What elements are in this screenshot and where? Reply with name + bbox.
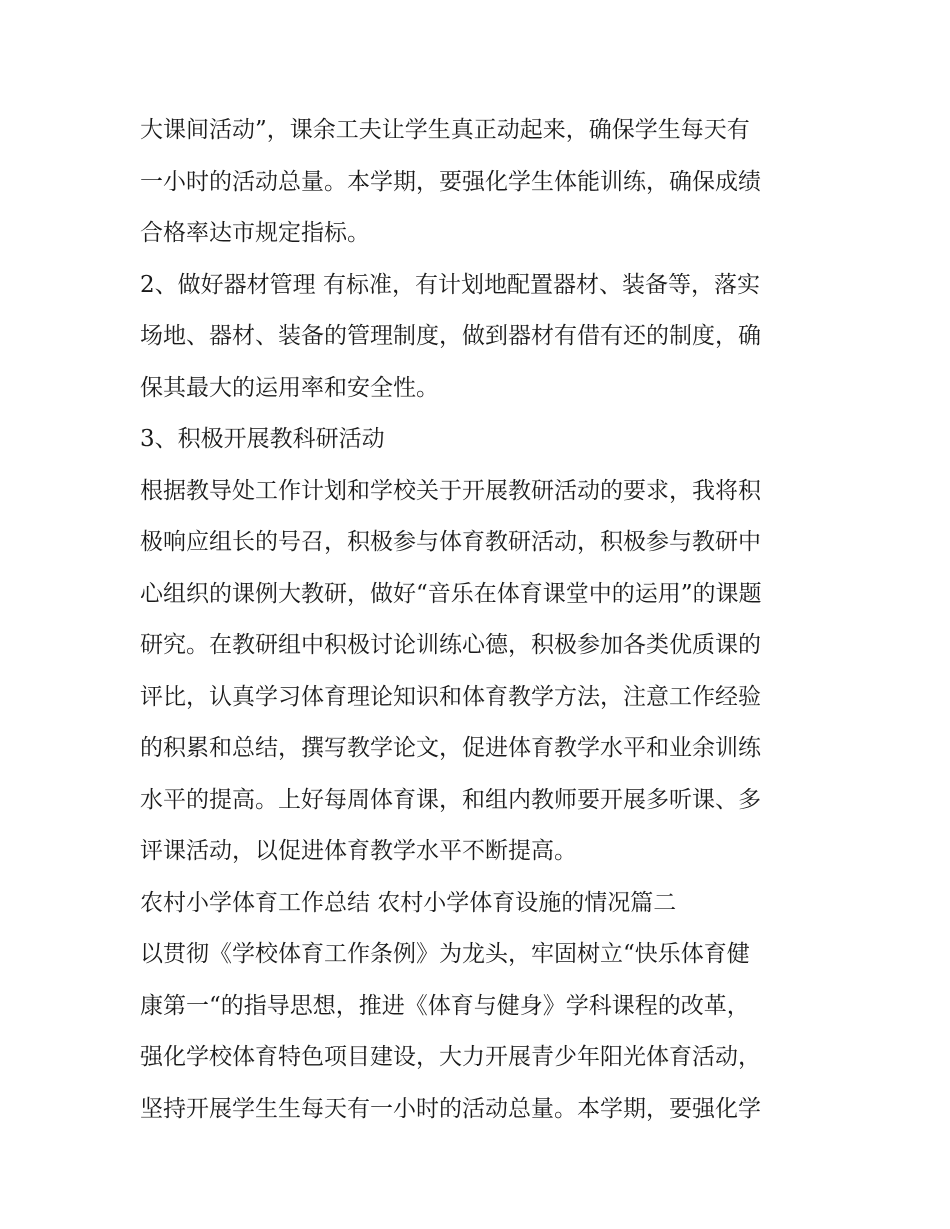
text-line: 评课活动，以促进体育教学水平不断提高。 xyxy=(140,838,577,864)
body-text xyxy=(140,105,820,1135)
article-title: 农村小学体育工作总结 农村小学体育设施的情况篇二 xyxy=(140,889,677,916)
text-line: 水平的提高。上好每周体育课，和组内教师要开展多听课、多 xyxy=(140,786,761,813)
text-line: 根据教导处工作计划和学校关于开展教研活动的要求，我将积 xyxy=(140,477,761,504)
section-heading-3: 3、积极开展教科研活动 xyxy=(140,426,385,452)
text-line: 一小时的活动总量。本学期，要强化学生体能训练，确保成绩 xyxy=(140,168,761,195)
text-line: 大课间活动”，课余工夫让学生真正动起来，确保学生每天有 xyxy=(140,117,750,143)
text-line: 强化学校体育特色项目建设，大力开展青少年阳光体育活动， xyxy=(140,1044,761,1070)
section-heading-2: 2、做好器材管理 有标准，有计划地配置器材、装备等，落实 xyxy=(140,271,760,298)
text-line: 康第一“的指导思想，推进《体育与健身》学科课程的改革， xyxy=(140,992,750,1019)
text-line: 坚持开展学生生每天有一小时的活动总量。本学期，要强化学 xyxy=(140,1095,761,1122)
text-line: 研究。在教研组中积极讨论训练心德，积极参加各类优质课的 xyxy=(140,632,761,658)
text-line: 合格率达市规定指标。 xyxy=(140,220,370,246)
text-line: 场地、器材、装备的管理制度，做到器材有借有还的制度，确 xyxy=(140,323,761,349)
text-line: 极响应组长的号召，积极参与体育教研活动，积极参与教研中 xyxy=(140,529,761,555)
text-line: 心组织的课例大教研，做好“音乐在体育课堂中的运用”的课题 xyxy=(140,580,762,607)
text-line: 以贯彻《学校体育工作条例》为龙头，牢固树立“快乐体育健 xyxy=(140,941,750,967)
text-line: 评比，认真学习体育理论知识和体育教学方法，注意工作经验 xyxy=(140,683,761,710)
text-line: 的积累和总结，撰写教学论文，促进体育教学水平和业余训练 xyxy=(140,735,761,761)
text-line: 保其最大的运用率和安全性。 xyxy=(140,374,439,401)
